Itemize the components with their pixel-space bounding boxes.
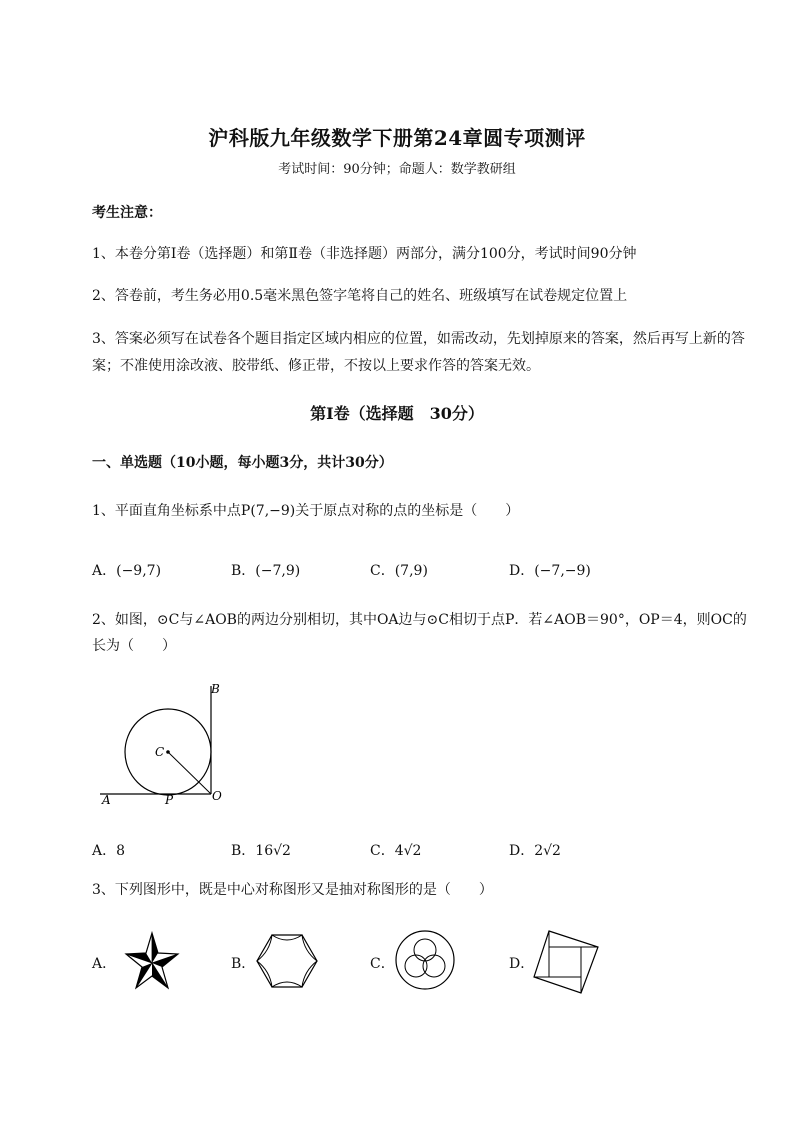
question-1-option-c[interactable]: C．(7,9) — [370, 563, 428, 579]
question-3-option-d[interactable]: D． — [509, 956, 535, 972]
question-1-stem: 1、平面直角坐标系中点P(7,−9)关于原点对称的点的坐标是（ ） — [92, 503, 520, 519]
question-3-option-b[interactable]: B． — [231, 956, 256, 972]
label-p: P — [165, 793, 174, 807]
note-item-1: 1、本卷分第I卷（选择题）和第Ⅱ卷（非选择题）两部分，满分100分，考试时间90分钟 — [92, 246, 637, 262]
question-3-option-c[interactable]: C． — [370, 956, 395, 972]
section-title: 第I卷（选择题 30分） — [310, 404, 484, 423]
center-point — [166, 750, 170, 754]
question-2-option-d[interactable]: D．2√2 — [509, 843, 561, 859]
question-3-option-a[interactable]: A． — [92, 956, 117, 972]
segment-oc — [168, 752, 211, 794]
question-2-stem: 2、如图，⊙C与∠AOB的两边分别相切，其中OA边与⊙C相切于点P．若∠AOB＝90°，OP＝4，则OC的长为（ ） — [92, 612, 747, 654]
note-item-2: 2、答卷前，考生务必用0.5毫米黑色签字笔将自己的姓名、班级填写在试卷规定位置上 — [92, 288, 628, 304]
section-subheading: 一、单选题（10小题，每小题3分，共计30分） — [92, 455, 393, 471]
exam-info: 考试时间：90分钟；命题人：数学教研组 — [278, 162, 516, 177]
question-2-option-c[interactable]: C．4√2 — [370, 843, 422, 859]
label-b: B — [211, 682, 220, 696]
question-2-option-b[interactable]: B．16√2 — [231, 843, 291, 859]
label-c: C — [155, 745, 165, 759]
hexagon-arcs-figure[interactable] — [254, 931, 320, 991]
question-1-option-a[interactable]: A．(−9,7) — [92, 563, 162, 579]
note-item-3: 3、答案必须写在试卷各个题目指定区域内相应的位置，如需改动，先划掉原来的答案，然后再写上新的答案；不准使用涂改液、胶带纸、修正带，不按以上要求作答的答案无效。 — [92, 331, 745, 374]
label-a: A — [102, 793, 111, 807]
star-figure[interactable] — [124, 930, 180, 992]
question-1-option-b[interactable]: B．(−7,9) — [231, 563, 301, 579]
page-title: 沪科版九年级数学下册第24章圆专项测评 — [208, 126, 586, 150]
question-2-figure — [96, 678, 236, 812]
label-o: O — [212, 789, 222, 803]
question-2-option-a[interactable]: A．8 — [92, 843, 126, 859]
circles-figure[interactable] — [393, 928, 457, 992]
nested-squares-figure[interactable] — [531, 927, 601, 995]
question-3-stem: 3、下列图形中，既是中心对称图形又是抽对称图形的是（ ） — [92, 882, 493, 898]
notes-heading: 考生注意： — [92, 205, 162, 221]
question-1-option-d[interactable]: D．(−7,−9) — [509, 563, 591, 579]
